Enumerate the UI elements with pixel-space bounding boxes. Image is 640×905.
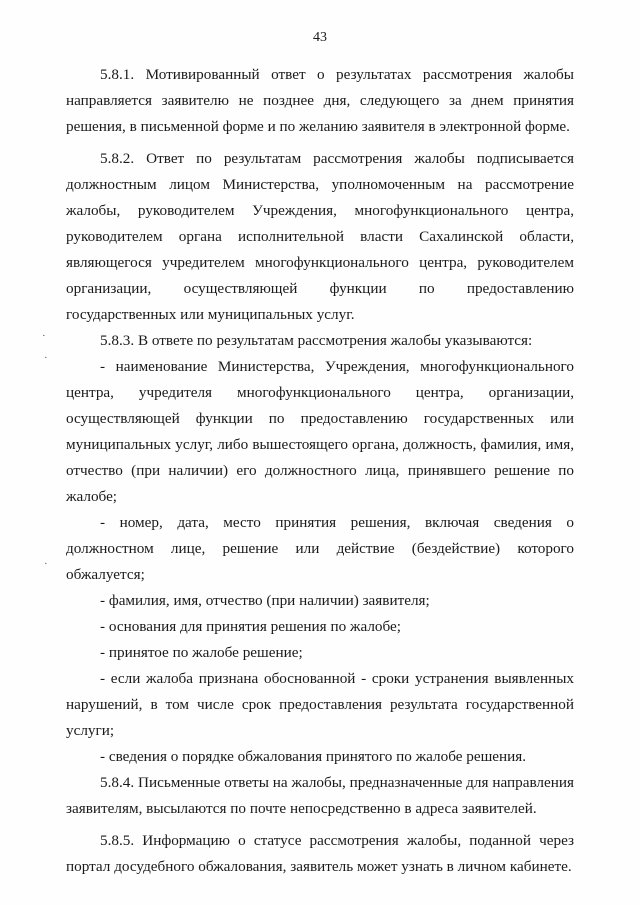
- paragraph-5-8-5: 5.8.5. Информацию о статусе рассмотрения жалобы, поданной через портал досудебного обжалования, заявитель может узнать в личном кабинете.: [66, 832, 574, 875]
- document-body: [66, 56, 574, 880]
- list-item-decision-number: - номер, дата, место принятия решения, включая сведения о должностном лице, решение или действие (бездействие) которого обжалуется;: [66, 514, 574, 583]
- list-item-name: - наименование Министерства, Учреждения, многофункционального центра, учредителя многофункционального центра, организации, осуществляющей функции по предоставлению государственных или муниципальных услуг, либо вышестоящего органа, должность, фамилия, имя, отчество (при наличии) его должностного лица, принявшего решение по жалобе;: [66, 358, 574, 505]
- list-item-applicant-name: - фамилия, имя, отчество (при наличии) заявителя;: [100, 592, 430, 609]
- list-item-appeal-procedure: - сведения о порядке обжалования принятого по жалобе решения.: [100, 748, 527, 765]
- list-item-grounds: - основания для принятия решения по жалобе;: [100, 618, 401, 635]
- paragraph-5-8-3: 5.8.3. В ответе по результатам рассмотрения жалобы указываются:: [100, 332, 533, 349]
- scan-speck: ·: [42, 330, 46, 342]
- paragraph-5-8-2: 5.8.2. Ответ по результатам рассмотрения жалобы подписывается должностным лицом Министерства, уполномоченным на рассмотрение жалобы, руководителем Учреждения, многофункционального центра, руководителем органа исполнительной власти Сахалинской области, являющегося учредителем многофункционального центра, руководителем организации, осуществляющей функции по предоставлению государственных или муниципальных услуг.: [66, 150, 574, 323]
- list-item-decision: - принятое по жалобе решение;: [100, 644, 303, 661]
- paragraph-5-8-4: 5.8.4. Письменные ответы на жалобы, предназначенные для направления заявителям, высылаются по почте непосредственно в адреса заявителей.: [66, 774, 574, 817]
- scan-speck: ·: [44, 558, 48, 570]
- paragraph-5-8-1: 5.8.1. Мотивированный ответ о результатах рассмотрения жалобы направляется заявителю не позднее дня, следующего за днем принятия решения, в письменной форме и по желанию заявителя в электронной форме.: [66, 66, 574, 135]
- list-item-deadlines: - если жалоба признана обоснованной - сроки устранения выявленных нарушений, в том числе срок предоставления результата государственной услуги;: [66, 670, 574, 739]
- page-number: 43: [313, 30, 327, 45]
- scan-speck: ·: [44, 352, 48, 364]
